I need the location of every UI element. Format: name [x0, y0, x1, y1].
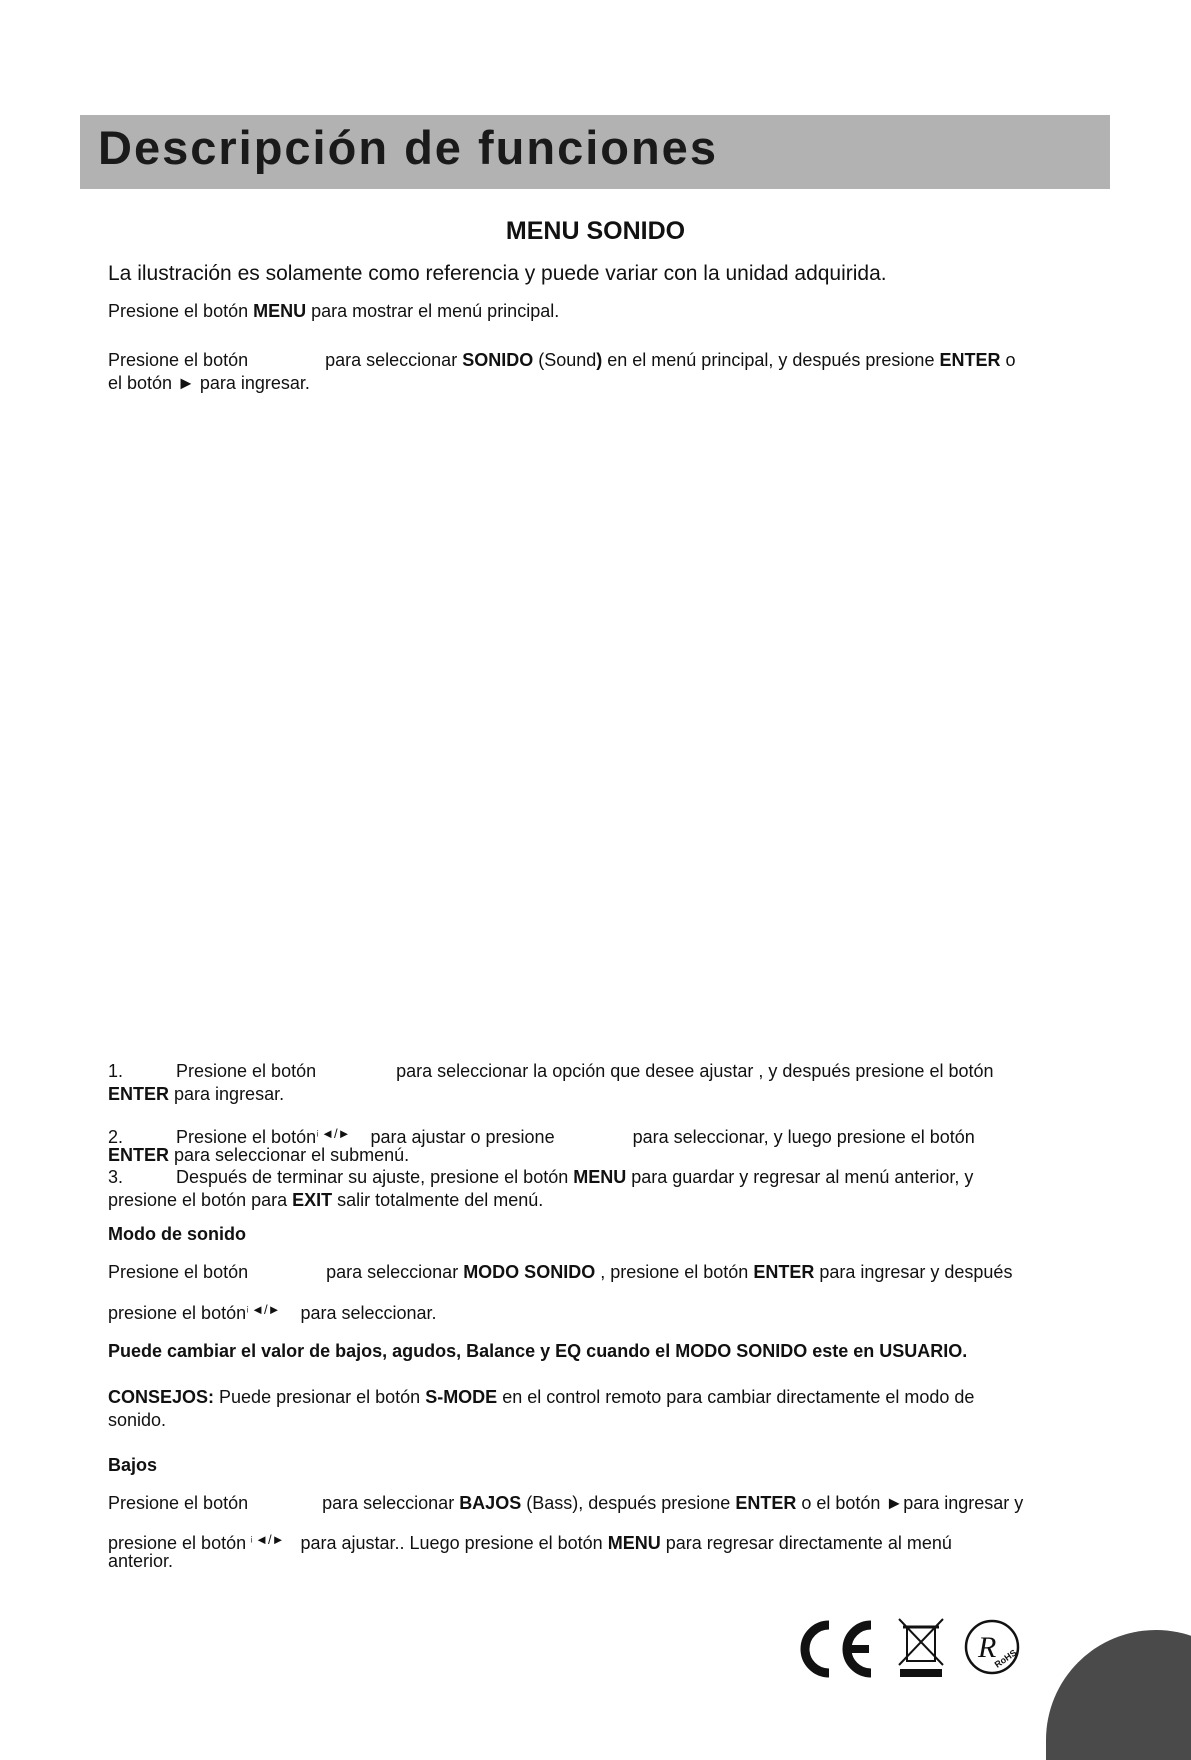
bass-line1: Presione el botón para seleccionar BAJOS (Bass), después presione ENTER o el botón ►para ingresar y: [108, 1493, 1024, 1513]
tips-line2: sonido.: [108, 1410, 167, 1430]
list-item: 1. Presione el botón para seleccionar la opción que desee ajustar , y después presione el botón: [108, 1061, 994, 1081]
sound-mode-line2: presione el botón¡ ◄/► para seleccionar.: [108, 1297, 437, 1324]
weee-bin-icon: [899, 1619, 943, 1677]
step-select-line2: el botón ► para ingresar.: [108, 373, 310, 393]
bass-line3: anterior.: [108, 1551, 174, 1571]
svg-text:R: R: [978, 1631, 997, 1664]
list-item-line2: ENTER para ingresar.: [108, 1084, 285, 1104]
page-title: Descripción de funciones: [98, 121, 718, 174]
sound-mode-heading: Modo de sonido: [108, 1224, 246, 1244]
rohs-mark-icon: [966, 1621, 1018, 1673]
left-right-arrows-icon: ◄/►: [321, 1126, 351, 1141]
page-corner-tab: [1046, 1630, 1191, 1760]
bass-line2: presione el botón ¡ ◄/► para ajustar.. Luego presione el botón MENU para regresar directamente al menú: [108, 1527, 952, 1554]
intro-text: La ilustración es solamente como referencia y puede variar con la unidad adquirida.: [108, 262, 887, 285]
user-mode-note: Puede cambiar el valor de bajos, agudos, Balance y EQ cuando el MODO SONIDO este en USUARIO.: [108, 1341, 968, 1361]
list-item: 2. Presione el botón¡ ◄/► para ajustar o presione para seleccionar, y luego presione el botón: [108, 1121, 975, 1148]
list-item: 3. Después de terminar su ajuste, presione el botón MENU para guardar y regresar al menú anterior, y: [108, 1167, 974, 1187]
compliance-logos: [785, 1617, 1025, 1679]
section-title: MENU SONIDO: [505, 217, 686, 245]
bass-heading: Bajos: [108, 1455, 158, 1475]
svg-text:RoHS: RoHS: [992, 1647, 1019, 1670]
left-right-arrows-icon: ◄/►: [251, 1302, 281, 1317]
list-item-line2: presione el botón para EXIT salir totalmente del menú.: [108, 1190, 544, 1210]
list-item-line2: ENTER para seleccionar el submenú.: [108, 1145, 410, 1165]
ce-mark-icon: [805, 1625, 871, 1673]
tips-line1: CONSEJOS: Puede presionar el botón S-MODE en el control remoto para cambiar directamente el modo de: [108, 1387, 975, 1407]
step-menu: Presione el botón MENU para mostrar el menú principal.: [108, 301, 560, 321]
step-select-line1: Presione el botón para seleccionar SONIDO (Sound) en el menú principal, y después presione ENTER o: [108, 350, 1016, 370]
sound-mode-line1: Presione el botón para seleccionar MODO SONIDO , presione el botón ENTER para ingresar y después: [108, 1262, 1013, 1282]
left-right-arrows-icon: ◄/►: [255, 1532, 285, 1547]
